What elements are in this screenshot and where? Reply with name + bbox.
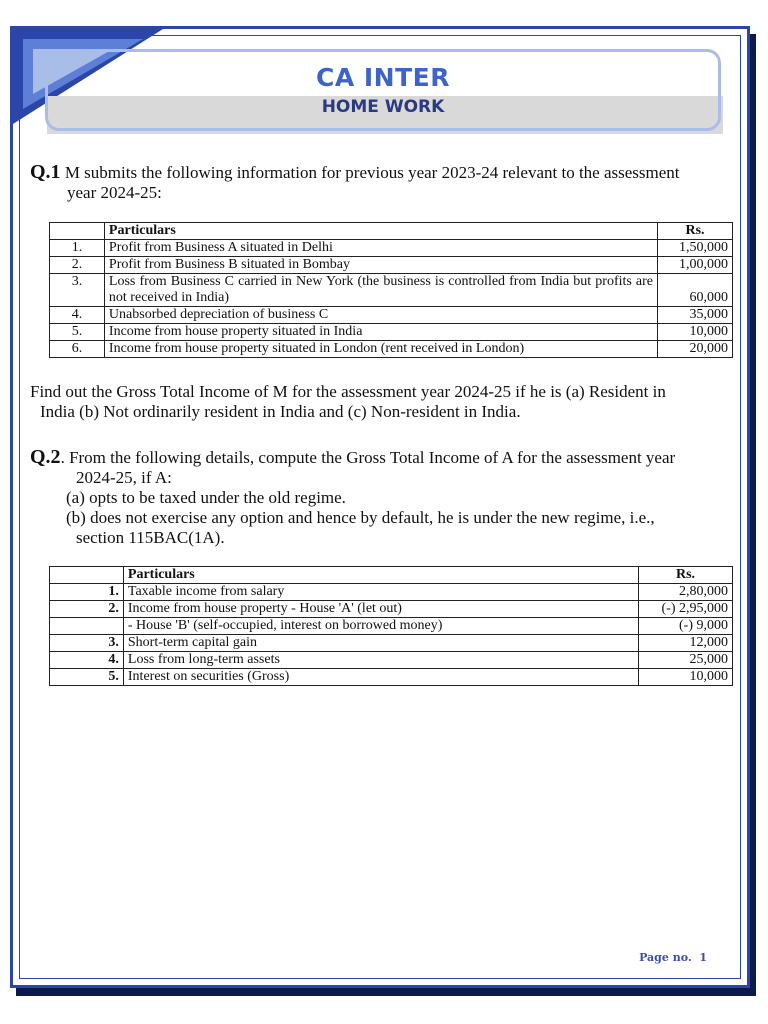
- question-2-option-a: (a) opts to be taxed under the old regime.: [66, 488, 346, 507]
- row-number: 5.: [50, 669, 124, 686]
- table-row: [50, 652, 733, 669]
- question-1-label: Q.1: [30, 161, 61, 183]
- question-2: [30, 447, 724, 548]
- row-particular: Interest on securities (Gross): [123, 669, 638, 686]
- table-row: [50, 274, 733, 307]
- question-1-followup: [30, 382, 724, 422]
- row-particular: - House 'B' (self-occupied, interest on borrowed money): [123, 618, 638, 635]
- question-2-option-b-line1: (b) does not exercise any option and hence by default, he is under the new regime, i.e.,: [66, 508, 655, 527]
- row-particular: Income from house property situated in India: [104, 324, 657, 341]
- row-number: [50, 618, 124, 635]
- question-1-text-line2: year 2024-25:: [67, 183, 162, 202]
- row-particular: Loss from Business C carried in New York (the business is controlled from India but profits are not received in India): [104, 274, 657, 307]
- page-label: Page no.: [639, 951, 692, 964]
- row-amount: 20,000: [658, 341, 733, 358]
- row-particular: Income from house property situated in London (rent received in London): [104, 341, 657, 358]
- table-row: [50, 240, 733, 257]
- table-header-row: [50, 567, 733, 584]
- row-particular: Short-term capital gain: [123, 635, 638, 652]
- row-amount: 35,000: [658, 307, 733, 324]
- row-particular: Taxable income from salary: [123, 584, 638, 601]
- column-header-particulars: Particulars: [123, 567, 638, 584]
- row-amount: 2,80,000: [639, 584, 733, 601]
- row-number: 2.: [50, 257, 105, 274]
- question-2-text-line2: 2024-25, if A:: [76, 468, 172, 487]
- row-particular: Loss from long-term assets: [123, 652, 638, 669]
- row-number: 4.: [50, 307, 105, 324]
- question-2-option-b-line2: section 115BAC(1A).: [76, 528, 225, 547]
- table-row: [50, 324, 733, 341]
- row-particular: Unabsorbed depreciation of business C: [104, 307, 657, 324]
- table-header-row: [50, 223, 733, 240]
- question-1-followup-line1: Find out the Gross Total Income of M for the assessment year 2024-25 if he is (a) Resident in: [30, 382, 666, 401]
- column-header-amount: Rs.: [639, 567, 733, 584]
- page-frame: [10, 26, 750, 988]
- table-row: [50, 635, 733, 652]
- page-title: CA INTER: [315, 63, 450, 92]
- row-amount: 10,000: [639, 669, 733, 686]
- row-amount: (-) 9,000: [639, 618, 733, 635]
- table-row: [50, 618, 733, 635]
- question-2-table: [49, 566, 733, 686]
- table-row: [50, 257, 733, 274]
- question-1-text-line1: M submits the following information for previous year 2023-24 relevant to the assessment: [64, 163, 680, 182]
- row-particular: Profit from Business B situated in Bombay: [104, 257, 657, 274]
- page-subtitle: HOME WORK: [321, 97, 445, 117]
- table-row: [50, 341, 733, 358]
- table-row: [50, 584, 733, 601]
- question-1: [30, 162, 724, 203]
- column-header-amount: Rs.: [658, 223, 733, 240]
- row-particular: Profit from Business A situated in Delhi: [104, 240, 657, 257]
- row-number: 2.: [50, 601, 124, 618]
- row-amount: 60,000: [658, 274, 733, 307]
- row-number: 1.: [50, 584, 124, 601]
- page-number-footer: [639, 951, 707, 964]
- row-amount: 1,50,000: [658, 240, 733, 257]
- table-row: [50, 669, 733, 686]
- row-amount: 1,00,000: [658, 257, 733, 274]
- row-number: 3.: [50, 635, 124, 652]
- table-row: [50, 601, 733, 618]
- row-number: 5.: [50, 324, 105, 341]
- table-row: [50, 307, 733, 324]
- question-2-label: Q.2: [30, 446, 61, 468]
- row-amount: 12,000: [639, 635, 733, 652]
- row-amount: 25,000: [639, 652, 733, 669]
- row-amount: 10,000: [658, 324, 733, 341]
- question-2-text-line1: . From the following details, compute the Gross Total Income of A for the assessment year: [60, 448, 676, 467]
- page-number: 1: [699, 951, 707, 964]
- row-number: 6.: [50, 341, 105, 358]
- row-number: 3.: [50, 274, 105, 307]
- question-1-followup-line2: India (b) Not ordinarily resident in India and (c) Non-resident in India.: [40, 402, 521, 421]
- row-number: 1.: [50, 240, 105, 257]
- row-number: 4.: [50, 652, 124, 669]
- row-amount: (-) 2,95,000: [639, 601, 733, 618]
- question-1-table: [49, 222, 733, 358]
- row-particular: Income from house property - House 'A' (let out): [123, 601, 638, 618]
- column-header-particulars: Particulars: [104, 223, 657, 240]
